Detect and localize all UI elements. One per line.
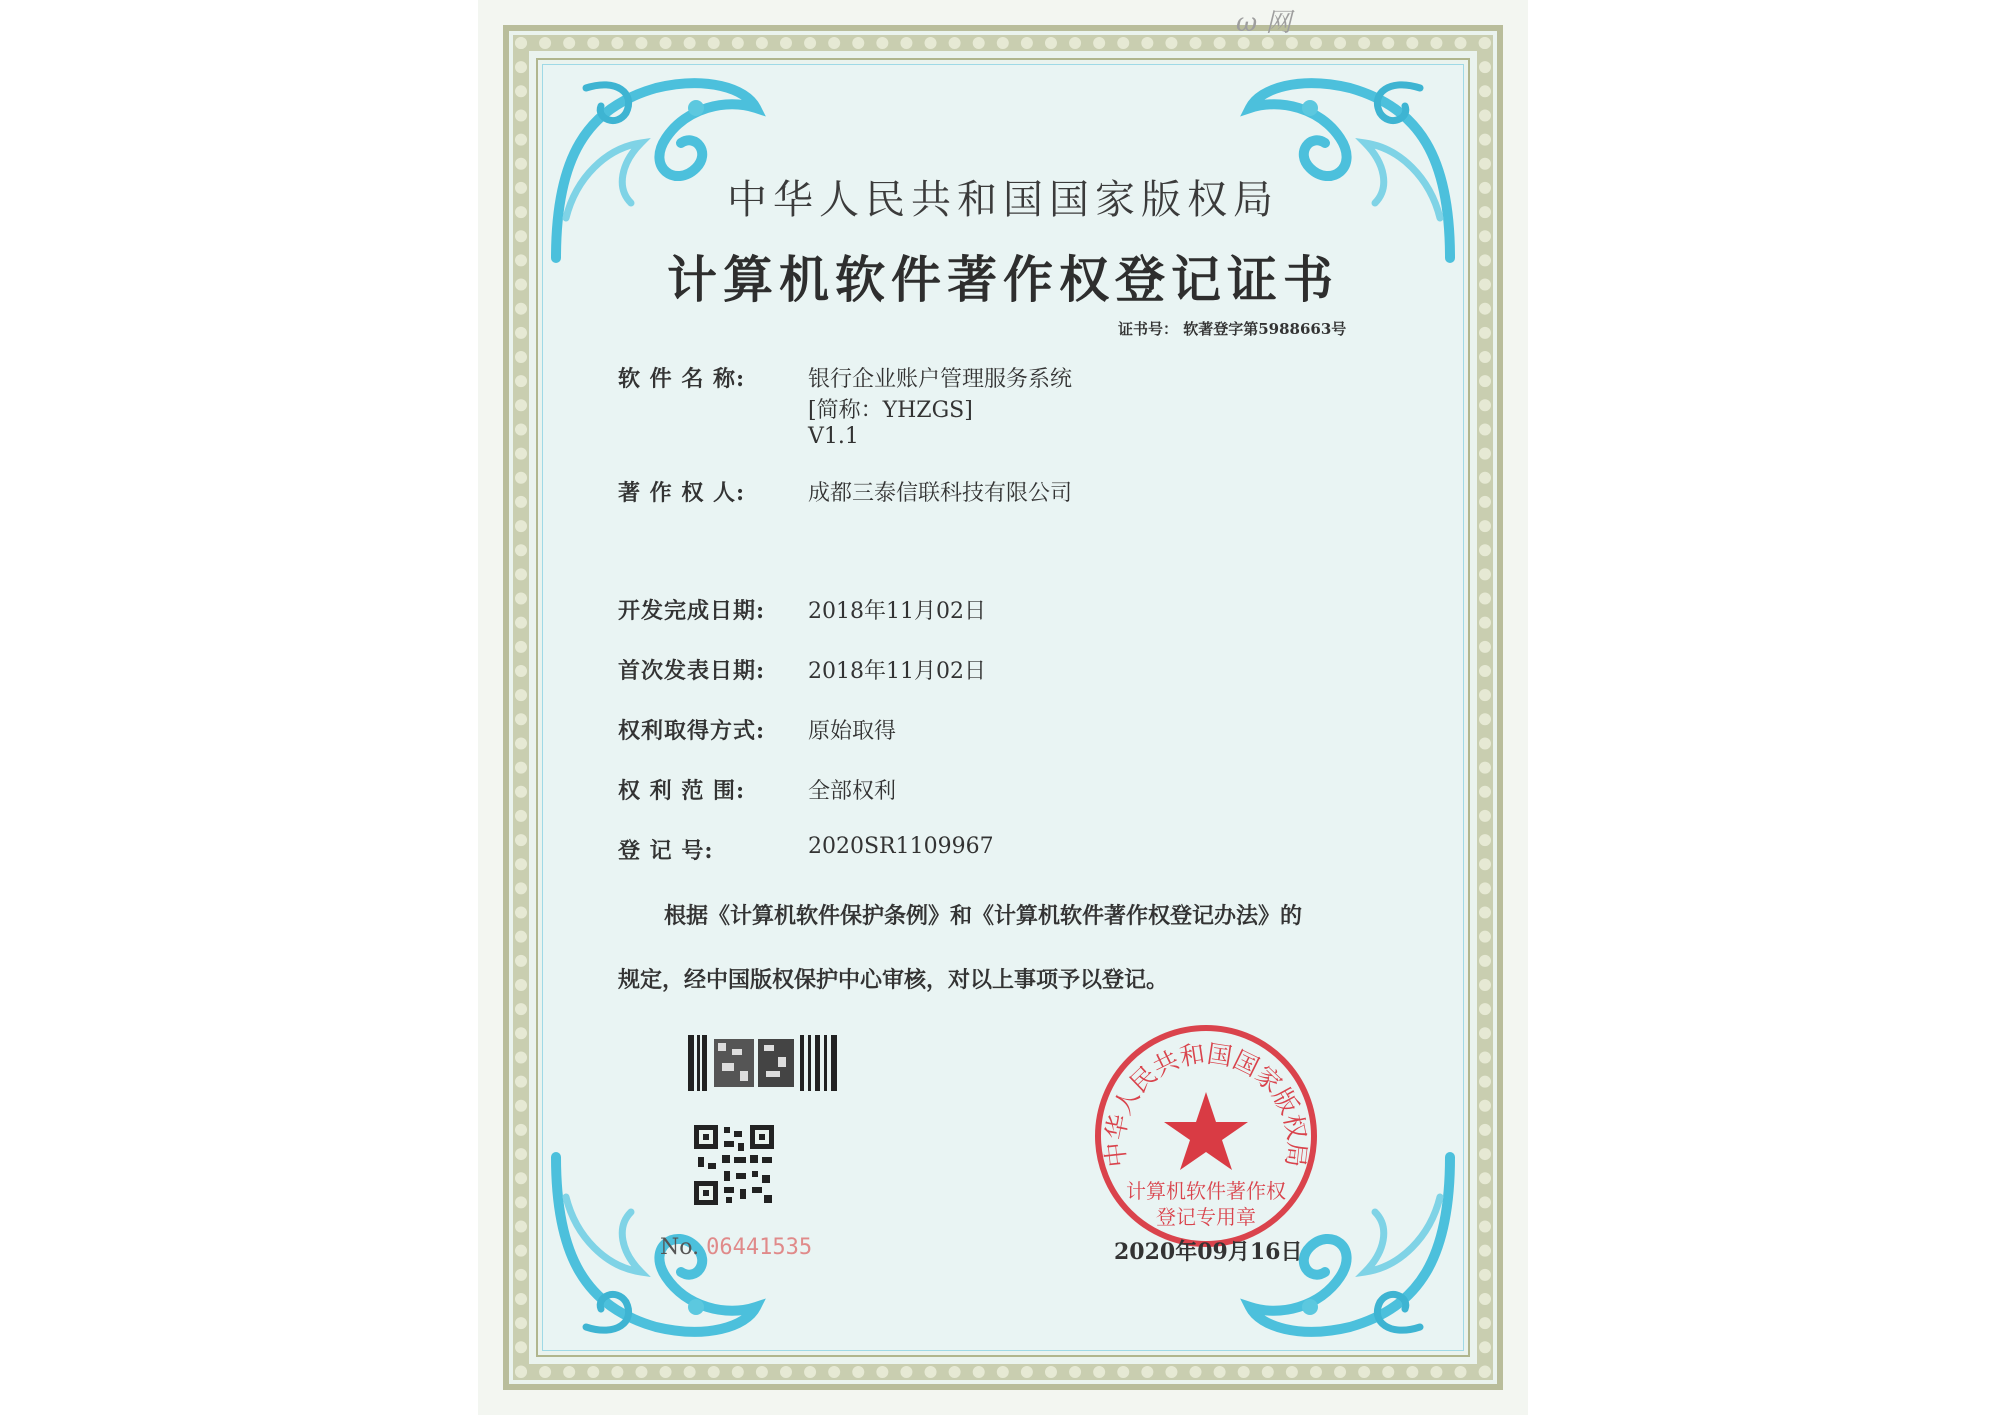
- field-first-publication-date: [618, 654, 986, 685]
- field-value: 全部权利: [808, 779, 897, 804]
- seal-outer-text: 中华人民共和国国家版权局: [1100, 1039, 1312, 1169]
- certificate-title: 计算机软件著作权登记证书: [667, 250, 1339, 309]
- seal-star-icon: [1164, 1092, 1248, 1170]
- certificate: [478, 0, 1528, 1415]
- field-development-date: [618, 594, 986, 625]
- field-value: [808, 362, 1072, 449]
- field-value: 2018年11月02日: [808, 659, 986, 684]
- field-value: 2018年11月02日: [808, 599, 986, 624]
- qr-code-icon: [694, 1125, 774, 1205]
- field-label: 登 记 号:: [618, 838, 714, 864]
- field-label: 首次发表日期:: [618, 658, 766, 684]
- serial-value: 06441535: [706, 1235, 813, 1260]
- seal-inner-line-1: 计算机软件著作权: [1126, 1179, 1286, 1203]
- field-acquisition-method: [618, 714, 896, 745]
- seal-inner-line-2: 登记专用章: [1156, 1205, 1256, 1229]
- field-value: 2020SR1109967: [808, 834, 994, 859]
- field-value: 原始取得: [808, 719, 897, 744]
- field-label: 权 利 范 围:: [618, 778, 746, 804]
- field-copyright-owner: [618, 476, 1072, 507]
- issue-date: 2020年09月16日: [1114, 1239, 1303, 1265]
- official-seal: [1090, 1020, 1322, 1252]
- field-value: 成都三泰信联科技有限公司: [808, 481, 1073, 506]
- handwritten-note: ω 网: [1236, 8, 1292, 38]
- field-label: 权利取得方式:: [618, 718, 766, 744]
- field-software-name: [618, 362, 1072, 449]
- field-label: 著 作 权 人:: [618, 480, 746, 506]
- field-registration-number: [618, 834, 994, 865]
- barcode-icon: [688, 1035, 838, 1091]
- software-short-name: [简称：YHZGS]: [808, 398, 973, 423]
- statement-line-2: 规定，经中国版权保护中心审核，对以上事项予以登记。: [618, 967, 1169, 993]
- serial-number: [660, 1235, 812, 1260]
- serial-prefix: No.: [660, 1235, 700, 1260]
- statement-line-1: 根据《计算机软件保护条例》和《计算机软件著作权登记办法》的: [664, 903, 1303, 929]
- issuing-agency: 中华人民共和国国家版权局: [727, 177, 1279, 223]
- field-label: 开发完成日期:: [618, 598, 766, 624]
- software-version: V1.1: [808, 424, 859, 449]
- field-label: 软 件 名 称:: [618, 366, 746, 392]
- certificate-number: 证书号： 软著登字第5988663号: [1118, 320, 1347, 338]
- field-rights-scope: [618, 774, 896, 805]
- software-name: 银行企业账户管理服务系统: [808, 367, 1073, 392]
